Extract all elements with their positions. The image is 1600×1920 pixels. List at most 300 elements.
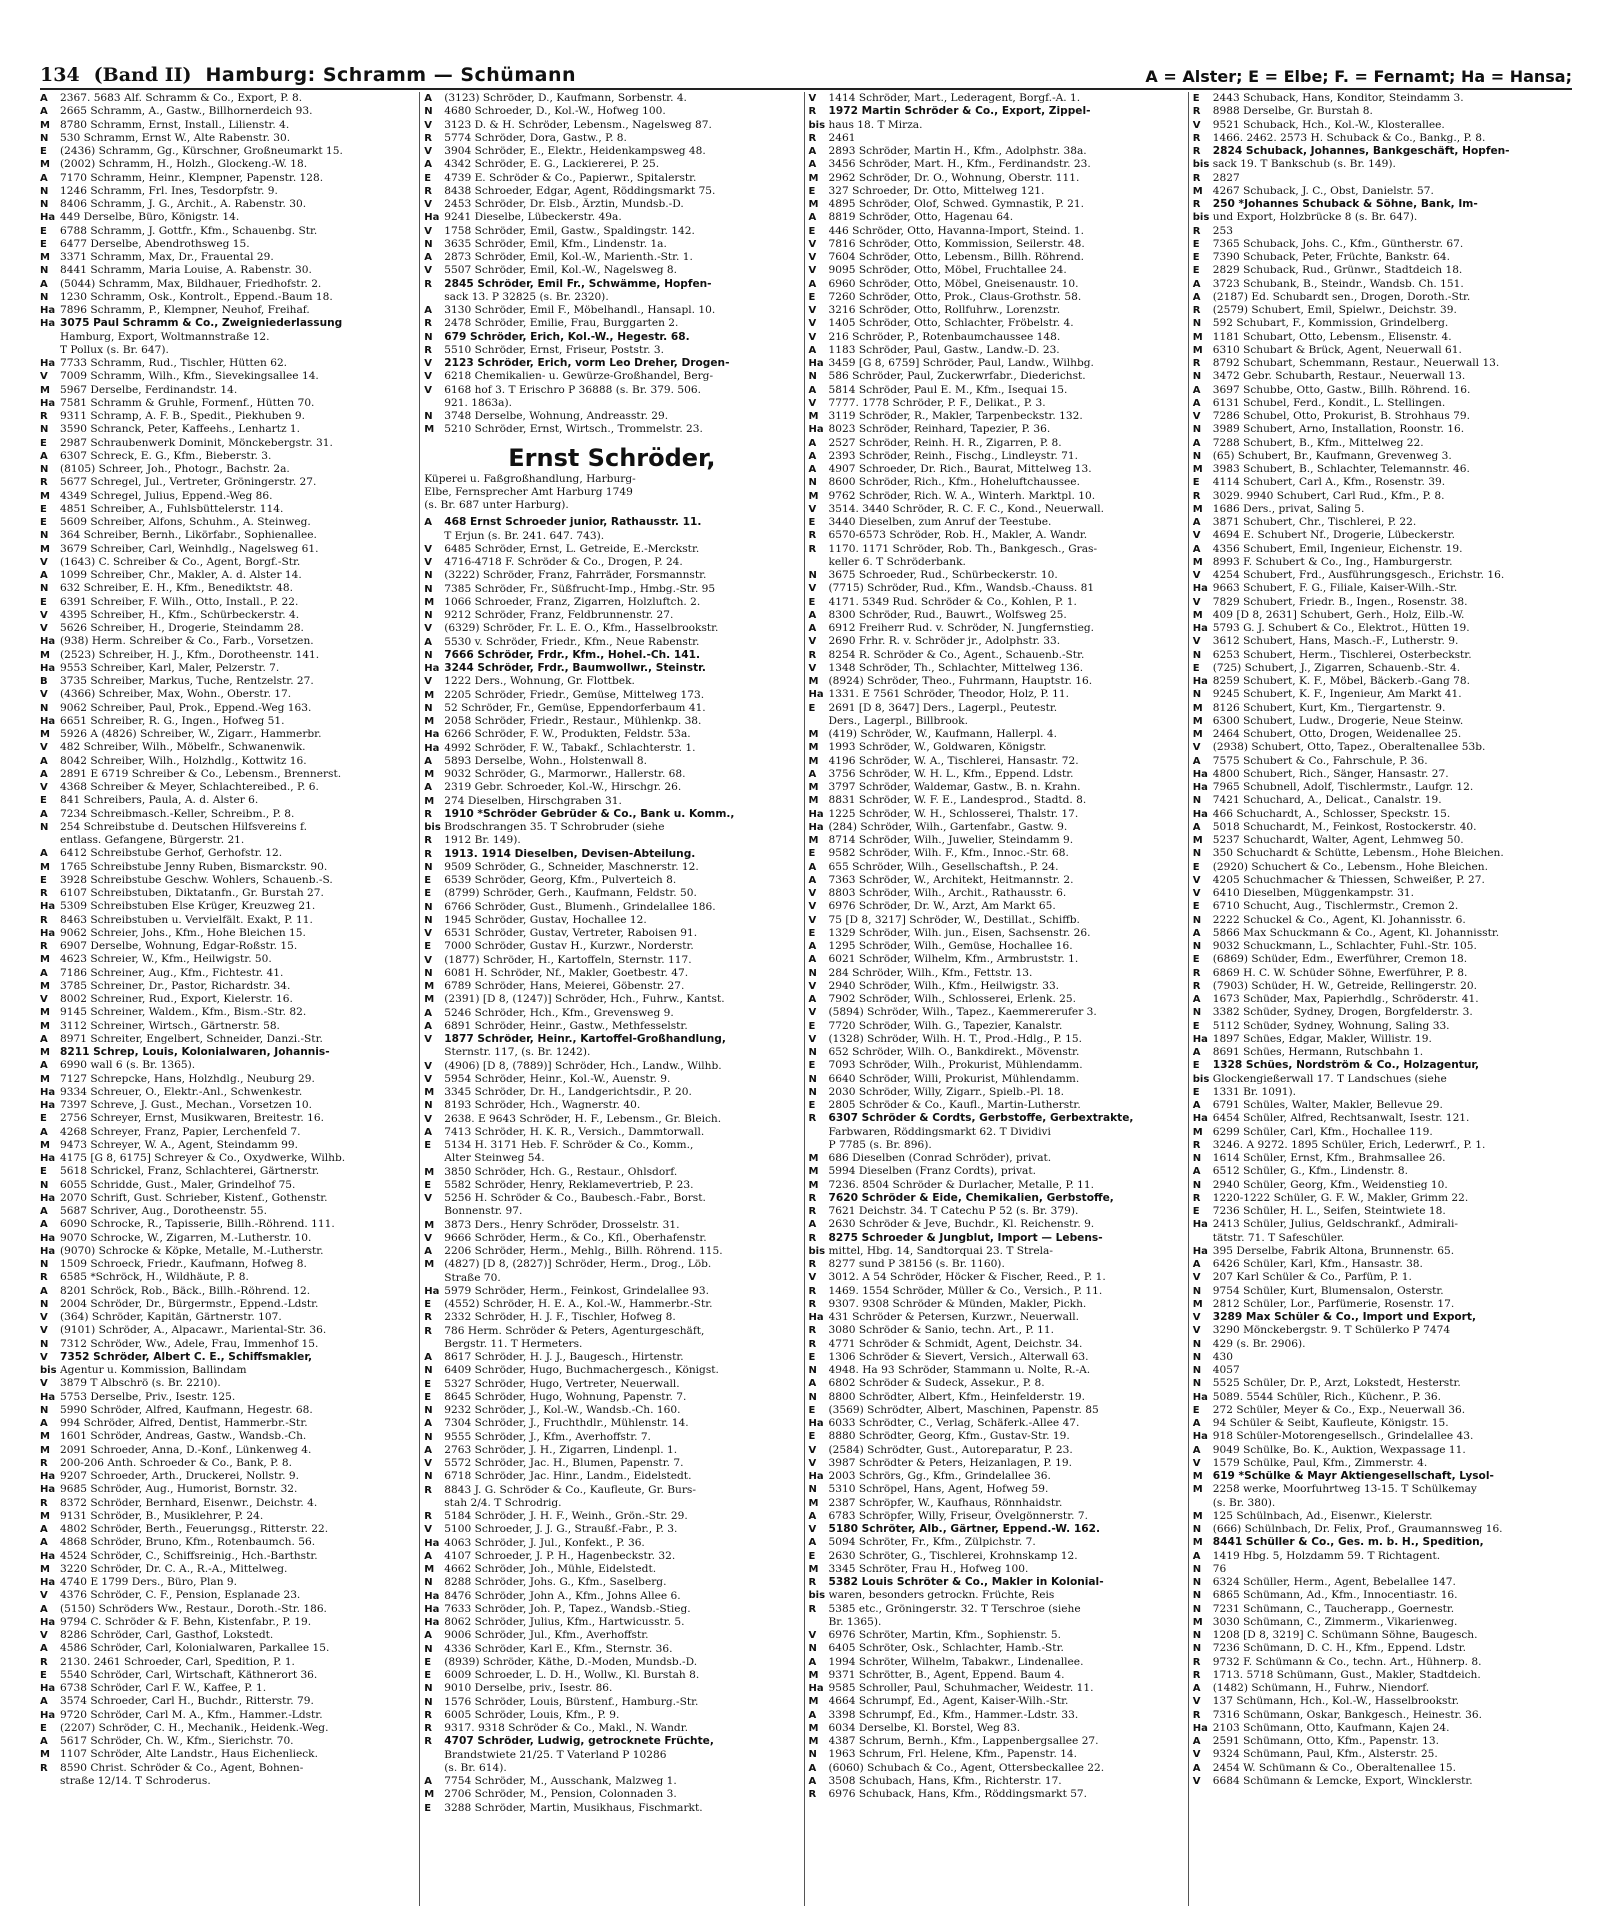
entry-text: 632 Schreiber, E. H., Kfm., Benediktstr. 48. bbox=[60, 582, 293, 595]
entry-text: 7365 Schuback, Johs. C., Kfm., Güntherstr. 67. bbox=[1212, 237, 1464, 250]
entry-text: (725) Schubert, J., Zigarren, Schauenb.-Str. 4. bbox=[1212, 661, 1461, 674]
entry-text: 6891 Schröder, Heinr., Gastw., Methfesselstr. bbox=[444, 1019, 688, 1032]
exchange-code: E bbox=[808, 1020, 816, 1032]
entry-text: 9006 Schröder, Jul., Kfm., Averhoffstr. bbox=[444, 1629, 649, 1642]
entry-text: 2845 Schröder, Emil Fr., Schwämme, Hopfen- bbox=[444, 277, 712, 290]
entry-text: 274 Dieselben, Hirschgraben 31. bbox=[444, 794, 622, 807]
exchange-code: E bbox=[808, 1550, 816, 1562]
entry-text: 8843 J. G. Schröder & Co., Kaufleute, Gr. Burs- bbox=[444, 1483, 696, 1496]
entry-text: 5089. 5544 Schüler, Rich., Küchenr., P. 36. bbox=[1212, 1390, 1442, 1403]
exchange-code: R bbox=[808, 1298, 817, 1310]
exchange-code: N bbox=[808, 1086, 817, 1098]
directory-entry bbox=[1193, 1232, 1568, 1245]
entry-text: Bonnenstr. 97. bbox=[444, 1205, 523, 1218]
directory-entry bbox=[40, 1470, 415, 1483]
directory-entry bbox=[40, 874, 415, 887]
entry-text: 5979 Schröder, Herm., Feinkost, Grindelallee 93. bbox=[444, 1284, 709, 1297]
exchange-code: Ha bbox=[808, 1683, 824, 1694]
entry-text: 3756 Schröder, W. H. L., Kfm., Eppend. Ldstr. bbox=[828, 767, 1074, 780]
exchange-code: V bbox=[808, 265, 817, 277]
exchange-code: Ha bbox=[808, 424, 824, 436]
exchange-code: bis bbox=[1192, 1073, 1210, 1085]
exchange-code: R bbox=[40, 1656, 48, 1668]
entry-text: 6310 Schubart & Brück, Agent, Neuerwall 61. bbox=[1212, 343, 1462, 356]
exchange-code: E bbox=[808, 1404, 816, 1416]
directory-entry bbox=[809, 847, 1184, 860]
entry-text: 7390 Schuback, Peter, Früchte, Bankstr. 64. bbox=[1212, 251, 1450, 263]
directory-entry bbox=[809, 278, 1184, 291]
directory-entry bbox=[809, 1748, 1184, 1761]
exchange-code: E bbox=[808, 1351, 816, 1363]
exchange-code: Ha bbox=[808, 1471, 824, 1482]
directory-entry bbox=[1193, 940, 1568, 953]
entry-text: 6512 Schüler, G., Kfm., Lindenstr. 8. bbox=[1212, 1165, 1408, 1178]
exchange-code: E bbox=[424, 1378, 432, 1390]
entry-text: 5246 Schröder, Hch., Kfm., Grevensweg 9. bbox=[444, 1006, 674, 1019]
entry-text: 2690 Frhr. R. v. Schröder jr., Adolphstr. 33. bbox=[828, 635, 1061, 648]
exchange-code: A bbox=[1192, 994, 1201, 1005]
exchange-code: M bbox=[808, 1563, 819, 1575]
entry-text: 5582 Schröder, Henry, Reklamevertrieb, P. 23. bbox=[444, 1178, 694, 1191]
directory-entry bbox=[40, 1179, 415, 1192]
directory-entry bbox=[1193, 423, 1568, 436]
entry-text: 9212 Schröder, Franz, Feldbrunnenstr. 27. bbox=[444, 609, 674, 621]
directory-entry bbox=[424, 1417, 799, 1430]
exchange-code: M bbox=[1192, 1616, 1203, 1628]
directory-entry bbox=[424, 556, 799, 569]
entry-text: 1329 Schröder, Wilh. jun., Eisen, Sachsenstr. 26. bbox=[828, 926, 1091, 939]
exchange-code: M bbox=[1192, 609, 1203, 621]
entry-text: 4716-4718 F. Schröder & Co., Drogen, P. 24. bbox=[444, 556, 683, 568]
exchange-code: R bbox=[424, 344, 432, 356]
directory-entry bbox=[1193, 1603, 1568, 1616]
entry-text: 4368 Schreiber & Meyer, Schlachtereibed., P. 6. bbox=[60, 781, 319, 793]
exchange-code: A bbox=[40, 848, 48, 860]
exchange-code: Ha bbox=[40, 1086, 56, 1098]
directory-entry bbox=[424, 901, 799, 914]
entry-text: 4694 E. Schubert Nf., Drogerie, Lübeckerstr. bbox=[1212, 529, 1456, 542]
entry-text: 4107 Schroeder, J. P. H., Hagenbeckstr. 32. bbox=[444, 1549, 676, 1562]
directory-entry bbox=[809, 1073, 1184, 1086]
exchange-code: N bbox=[1192, 1603, 1202, 1615]
exchange-code: E bbox=[1192, 477, 1200, 489]
entry-text: 3514. 3440 Schröder, R. C. F. C., Kond., Neuerwall. bbox=[828, 502, 1105, 515]
directory-entry bbox=[40, 556, 415, 569]
entry-text: 9663 Schubert, F. G., Filiale, Kaiser-Wilh.-Str. bbox=[1212, 582, 1458, 595]
directory-entry bbox=[809, 1550, 1184, 1563]
exchange-code: M bbox=[808, 755, 819, 767]
directory-entry bbox=[424, 1444, 799, 1457]
entry-text: 6976 Schröter, Martin, Kfm., Sophienstr. 5. bbox=[828, 1629, 1062, 1641]
directory-entry bbox=[424, 105, 799, 118]
exchange-code: A bbox=[1192, 278, 1201, 290]
directory-entry bbox=[40, 967, 415, 980]
entry-text: 3635 Schröder, Emil, Kfm., Lindenstr. 1a. bbox=[444, 237, 667, 250]
directory-entry bbox=[424, 1470, 799, 1483]
directory-entry bbox=[809, 1563, 1184, 1576]
directory-entry bbox=[424, 423, 799, 436]
entry-text: (2207) Schröder, C. H., Mechanik., Heidenk.-Weg. bbox=[60, 1721, 329, 1734]
exchange-code: A bbox=[424, 782, 432, 794]
directory-entry bbox=[1193, 847, 1568, 860]
entry-text: 6710 Schucht, Aug., Tischlermstr., Cremon 2. bbox=[1212, 900, 1459, 913]
directory-entry bbox=[1193, 1775, 1568, 1788]
entry-text: Straße 70. bbox=[444, 1271, 501, 1284]
page-title: Hamburg: Schramm — Schümann bbox=[205, 64, 577, 86]
exchange-code: M bbox=[1192, 185, 1203, 197]
entry-text: (1482) Schümann, H., Fuhrw., Niendorf. bbox=[1212, 1682, 1430, 1694]
entry-text: (8105) Schreer, Joh., Photogr., Bachstr. 2a. bbox=[60, 463, 290, 475]
directory-entry bbox=[424, 543, 799, 556]
directory-entry bbox=[809, 1762, 1184, 1775]
directory-entry bbox=[809, 874, 1184, 887]
directory-entry bbox=[424, 1192, 799, 1205]
directory-entry bbox=[40, 1073, 415, 1086]
entry-text: 5180 Schröter, Alb., Gärtner, Eppend.-W. 162. bbox=[828, 1523, 1100, 1535]
entry-text: 1576 Schröder, Louis, Bürstenf., Hamburg.-Str. bbox=[444, 1695, 699, 1708]
entry-text: 8201 Schröck, Rob., Bäck., Billh.-Röhrend. 12. bbox=[60, 1284, 311, 1297]
entry-text: 1466. 2462. 2573 H. Schuback & Co., Bankg., P. 8. bbox=[1212, 131, 1486, 144]
entry-text: 3440 Dieselben, zum Anruf der Teestube. bbox=[828, 516, 1052, 528]
directory-entry bbox=[809, 119, 1184, 132]
exchange-code: bis bbox=[1192, 159, 1210, 171]
entry-text: 2527 Schröder, Reinh. H. R., Zigarren, P. 8. bbox=[828, 436, 1062, 449]
entry-text: (1328) Schröder, Wilh. H. T., Prod.-Hdlg., P. 15. bbox=[828, 1032, 1083, 1045]
entry-text: 4707 Schröder, Ludwig, getrocknete Früchte, bbox=[444, 1735, 714, 1748]
entry-text: 6409 Schröder, Hugo, Buchmachergesch., Königst. bbox=[444, 1364, 719, 1377]
entry-text: 6570-6573 Schröder, Rob. H., Makler, A. Wandr. bbox=[828, 529, 1088, 542]
exchange-code: E bbox=[40, 1166, 47, 1178]
entry-text: 1897 Schües, Edgar, Makler, Willistr. 19. bbox=[1212, 1032, 1432, 1045]
directory-entry bbox=[424, 1364, 799, 1377]
entry-text: (s. Br. 614). bbox=[444, 1761, 507, 1774]
directory-entry bbox=[809, 145, 1184, 158]
entry-text: 2004 Schröder, Dr., Bürgermstr., Eppend.-Ldstr. bbox=[60, 1297, 319, 1310]
exchange-code: Ha bbox=[40, 1391, 56, 1403]
directory-entry bbox=[809, 1788, 1184, 1801]
directory-entry bbox=[809, 1430, 1184, 1443]
directory-entry bbox=[809, 635, 1184, 648]
entry-text: P 7785 (s. Br. 896). bbox=[828, 1138, 932, 1151]
directory-entry bbox=[40, 410, 415, 423]
exchange-code: M bbox=[808, 742, 819, 754]
exchange-code: M bbox=[424, 424, 435, 436]
exchange-code: Ha bbox=[40, 1709, 56, 1721]
exchange-code: V bbox=[808, 318, 817, 330]
entry-text: 2319 Gebr. Schroeder, Kol.-W., Hirschgr. 26. bbox=[444, 781, 682, 794]
entry-text: 4057 bbox=[1212, 1364, 1240, 1376]
directory-entry bbox=[1193, 1351, 1568, 1364]
entry-text: 5753 Derselbe, Priv., Isestr. 125. bbox=[60, 1390, 236, 1403]
exchange-code: V bbox=[424, 384, 432, 396]
directory-entry bbox=[809, 927, 1184, 940]
exchange-code: A bbox=[40, 967, 48, 979]
directory-entry bbox=[40, 1152, 415, 1165]
exchange-code: V bbox=[40, 371, 48, 383]
directory-entry bbox=[424, 1749, 799, 1762]
exchange-code: R bbox=[1192, 1192, 1201, 1204]
exchange-code: R bbox=[424, 185, 432, 197]
exchange-code: M bbox=[808, 676, 819, 687]
directory-entry bbox=[40, 1510, 415, 1523]
exchange-code: A bbox=[1192, 1100, 1201, 1111]
entry-text: 5327 Schröder, Hugo, Vertreter, Neuerwall. bbox=[444, 1377, 680, 1390]
directory-entry bbox=[424, 1616, 799, 1629]
entry-text: waren, besonders getrockn. Früchte, Reis bbox=[828, 1589, 1055, 1602]
directory-entry bbox=[809, 1152, 1184, 1165]
directory-entry bbox=[1193, 1391, 1568, 1404]
entry-text: 3371 Schramm, Max, Dr., Frauental 29. bbox=[60, 251, 274, 263]
directory-entry bbox=[40, 423, 415, 436]
directory-entry bbox=[424, 662, 799, 675]
directory-entry bbox=[1193, 582, 1568, 595]
directory-entry bbox=[809, 1165, 1184, 1178]
exchange-code: E bbox=[40, 1113, 47, 1125]
exchange-code: M bbox=[808, 199, 819, 210]
exchange-code: Ha bbox=[808, 358, 824, 369]
exchange-code: A bbox=[40, 768, 48, 780]
entry-text: 8819 Schröder, Otto, Hagenau 64. bbox=[828, 211, 1014, 224]
entry-text: (6329) Schröder, Fr. L. E. O., Kfm., Hasselbrookstr. bbox=[444, 622, 719, 635]
directory-entry bbox=[1193, 384, 1568, 397]
exchange-code: M bbox=[1192, 729, 1203, 740]
exchange-code: A bbox=[424, 1007, 432, 1019]
entry-text: 7621 Deichstr. 34. T Catechu P 52 (s. Br. 379). bbox=[828, 1205, 1079, 1217]
directory-entry bbox=[809, 794, 1184, 807]
entry-text: (65) Schubert, Br., Kaufmann, Grevenweg 3. bbox=[1212, 449, 1452, 462]
exchange-code: Ha bbox=[808, 808, 824, 820]
exchange-code: M bbox=[40, 119, 50, 131]
directory-entry bbox=[1193, 1046, 1568, 1059]
directory-entry bbox=[424, 1179, 799, 1192]
exchange-code: A bbox=[40, 1418, 48, 1429]
directory-entry bbox=[40, 582, 415, 595]
exchange-code: N bbox=[808, 1365, 817, 1376]
directory-entry bbox=[1193, 1179, 1568, 1192]
directory-entry bbox=[40, 1192, 415, 1205]
exchange-code: E bbox=[808, 1060, 816, 1072]
exchange-code: R bbox=[808, 1259, 817, 1270]
exchange-code: V bbox=[808, 980, 817, 992]
directory-entry bbox=[1193, 1497, 1568, 1510]
entry-text: 8691 Schües, Hermann, Rutschbahn 1. bbox=[1212, 1046, 1424, 1058]
entry-text: 1758 Schröder, Emil, Gastw., Spaldingstr. 142. bbox=[444, 224, 695, 237]
exchange-code: R bbox=[424, 1723, 432, 1734]
entry-text: (666) Schülnbach, Dr. Felix, Prof., Graumannsweg 16. bbox=[1212, 1523, 1503, 1535]
exchange-code: N bbox=[808, 570, 817, 581]
exchange-code: N bbox=[40, 185, 49, 197]
directory-entry bbox=[424, 1139, 799, 1152]
entry-text: 2413 Schüler, Julius, Geldschrankf., Admirali- bbox=[1212, 1218, 1459, 1231]
entry-text: 6869 H. C. W. Schüder Söhne, Ewerführer, P. 8. bbox=[1212, 966, 1468, 979]
entry-text: 3697 Schubbe, Otto, Gastw., Billh. Röhrend. 16. bbox=[1212, 383, 1471, 396]
entry-text: 6405 Schröter, Osk., Schlachter, Hamb.-Str. bbox=[828, 1642, 1064, 1655]
entry-text: 2873 Schröder, Emil, Kol.-W., Marienth.-Str. 1. bbox=[444, 251, 693, 263]
entry-text: 7236 Schümann, D. C. H., Kfm., Eppend. Ldstr. bbox=[1212, 1642, 1466, 1655]
directory-entry bbox=[424, 834, 799, 847]
directory-entry bbox=[424, 410, 799, 423]
directory-entry bbox=[424, 158, 799, 171]
exchange-code: V bbox=[808, 901, 817, 913]
exchange-code: V bbox=[808, 93, 817, 104]
entry-text: 2756 Schreyer, Ernst, Musikwaren, Breitestr. 16. bbox=[60, 1112, 325, 1125]
entry-text: 8590 Christ. Schröder & Co., Agent, Bohnen- bbox=[60, 1761, 304, 1774]
directory-entry bbox=[1193, 1126, 1568, 1139]
directory-entry bbox=[424, 1391, 799, 1404]
entry-text: 1686 Ders., privat, Saling 5. bbox=[1212, 502, 1365, 515]
directory-entry bbox=[40, 1059, 415, 1072]
entry-text: (6869) Schüder, Edm., Ewerführer, Cremon 18. bbox=[1212, 953, 1468, 966]
exchange-code: E bbox=[40, 795, 47, 807]
directory-entry bbox=[809, 1311, 1184, 1324]
entry-text: 1405 Schröder, Otto, Schlachter, Fröbelstr. 4. bbox=[828, 317, 1074, 330]
entry-text: 3989 Schubert, Arno, Installation, Roonstr. 16. bbox=[1212, 423, 1465, 436]
entry-text: 2630 Schröter, G., Tischlerei, Krohnskamp 12. bbox=[828, 1549, 1078, 1562]
entry-text: 1225 Schröder, W. H., Schlosserei, Thalstr. 17. bbox=[828, 807, 1079, 820]
entry-text: 4175 [G 8, 6175] Schreyer & Co., Oxydwerke, Wilhb. bbox=[60, 1152, 346, 1164]
directory-entry bbox=[809, 1218, 1184, 1231]
directory-entry bbox=[424, 649, 799, 662]
exchange-code: R bbox=[1192, 172, 1201, 184]
exchange-code: V bbox=[424, 146, 432, 157]
directory-entry bbox=[809, 437, 1184, 450]
entry-text: 2205 Schröder, Friedr., Gemüse, Mittelweg 173. bbox=[444, 688, 705, 701]
exchange-code: M bbox=[424, 689, 435, 701]
directory-entry bbox=[809, 1324, 1184, 1337]
directory-entry bbox=[424, 132, 799, 145]
exchange-code: E bbox=[40, 874, 47, 886]
entry-text: 8645 Schröder, Hugo, Wohnung, Papenstr. 7. bbox=[444, 1390, 687, 1403]
directory-entry bbox=[1193, 781, 1568, 794]
exchange-code: Ha bbox=[40, 212, 56, 224]
entry-text: 8406 Schramm, J. G., Archit., A. Rabenstr. 30. bbox=[60, 198, 307, 210]
directory-entry bbox=[809, 1046, 1184, 1059]
directory-entry bbox=[40, 1497, 415, 1510]
directory-entry bbox=[40, 344, 415, 357]
directory-entry bbox=[40, 476, 415, 489]
directory-entry bbox=[424, 1073, 799, 1086]
page-number: 134 bbox=[40, 64, 80, 86]
entry-text: (7715) Schröder, Rud., Kfm., Wandsb.-Chauss. 81 bbox=[828, 582, 1095, 595]
directory-entry bbox=[40, 609, 415, 622]
exchange-code: M bbox=[40, 1431, 50, 1443]
exchange-code: E bbox=[40, 146, 47, 157]
directory-entry bbox=[40, 185, 415, 198]
exchange-code: Ha bbox=[1192, 676, 1208, 687]
directory-entry bbox=[809, 1642, 1184, 1655]
exchange-code: R bbox=[1192, 225, 1201, 237]
exchange-code: M bbox=[40, 1020, 50, 1032]
entry-text: 9207 Schroeder, Arth., Druckerei, Nollstr. 9. bbox=[60, 1470, 299, 1482]
entry-text: 2891 E 6719 Schreiber & Co., Lebensm., Brennerst. bbox=[60, 767, 342, 780]
exchange-code: N bbox=[1192, 795, 1202, 807]
exchange-code: E bbox=[40, 437, 47, 449]
entry-text: 2827 bbox=[1212, 171, 1240, 184]
exchange-code: Ha bbox=[1192, 1391, 1208, 1403]
directory-entry bbox=[40, 1417, 415, 1430]
entry-text: 409 [D 8, 2631] Schubert, Gerh., Holz, Eilb.-W. bbox=[1212, 608, 1465, 621]
directory-entry bbox=[40, 1457, 415, 1470]
directory-entry bbox=[1193, 1006, 1568, 1019]
exchange-code: R bbox=[40, 888, 48, 899]
entry-text: 8277 sund P 38156 (s. Br. 1160). bbox=[828, 1258, 1005, 1270]
exchange-code: R bbox=[1192, 199, 1201, 210]
directory-entry bbox=[424, 185, 799, 198]
exchange-code: N bbox=[808, 1643, 817, 1655]
entry-text: 9062 Schreiber, Paul, Prok., Eppend.-Weg 163. bbox=[60, 701, 312, 714]
exchange-code: V bbox=[424, 1113, 432, 1125]
exchange-code: Ha bbox=[1192, 1722, 1208, 1734]
directory-entry bbox=[424, 636, 799, 649]
entry-text: 250 *Johannes Schuback & Söhne, Bank, Im- bbox=[1212, 198, 1478, 210]
directory-entry bbox=[809, 649, 1184, 662]
directory-entry bbox=[1193, 1245, 1568, 1258]
directory-entry bbox=[40, 304, 415, 317]
entry-text: 5677 Schregel, Jul., Vertreter, Gröningerstr. 27. bbox=[60, 476, 317, 489]
directory-entry bbox=[809, 1735, 1184, 1748]
directory-entry bbox=[424, 1285, 799, 1298]
exchange-code: R bbox=[808, 1325, 817, 1337]
exchange-code: A bbox=[424, 1352, 432, 1363]
exchange-code: M bbox=[40, 252, 50, 263]
directory-entry bbox=[1193, 702, 1568, 715]
exchange-code: V bbox=[424, 1232, 432, 1244]
entry-text: 1614 Schüler, Ernst, Kfm., Brahmsallee 26. bbox=[1212, 1152, 1446, 1164]
exchange-code: Ha bbox=[1192, 768, 1208, 780]
entry-text: 8803 Schröder, Wilh., Archit., Rathausstr. 6. bbox=[828, 887, 1067, 899]
directory-entry bbox=[40, 1722, 415, 1735]
entry-text: 3675 Schroeder, Rud., Schürbeckerstr. 10. bbox=[828, 569, 1058, 581]
entry-text: 6684 Schümann & Lemcke, Export, Wincklerstr. bbox=[1212, 1774, 1473, 1787]
entry-text: 5954 Schröder, Heinr., Kol.-W., Auenstr. 9. bbox=[444, 1072, 671, 1085]
exchange-code: A bbox=[1192, 821, 1201, 833]
entry-text: (3222) Schröder, Franz, Fahrräder, Forsmannstr. bbox=[444, 569, 707, 582]
entry-text: 7316 Schümann, Oskar, Bankgesch., Heinestr. 36. bbox=[1212, 1708, 1482, 1721]
exchange-code: Ha bbox=[40, 397, 56, 409]
entry-text: 468 Ernst Schroeder junior, Rathausstr. 11. bbox=[444, 516, 702, 529]
exchange-code: V bbox=[1192, 119, 1201, 131]
directory-entry bbox=[40, 1338, 415, 1351]
entry-text: 6253 Schubert, Herm., Tischlerei, Osterbeckstr. bbox=[1212, 648, 1472, 661]
exchange-code: M bbox=[808, 1179, 819, 1191]
exchange-code: M bbox=[424, 981, 435, 992]
directory-entry bbox=[40, 1112, 415, 1125]
exchange-code: A bbox=[424, 305, 432, 316]
exchange-code: M bbox=[424, 1166, 435, 1178]
entry-text: 350 Schuchardt & Schütte, Lebensm., Hohe Bleichen. bbox=[1212, 847, 1504, 860]
exchange-code: N bbox=[808, 1749, 817, 1761]
entry-text: 7000 Schröder, Gustav H., Kurzwr., Norderstr. bbox=[444, 940, 694, 953]
directory-entry bbox=[40, 1709, 415, 1722]
entry-text: 3904 Schröder, E., Elektr., Heidenkampsweg 48. bbox=[444, 145, 706, 157]
directory-entry bbox=[424, 238, 799, 251]
exchange-code: E bbox=[1192, 1060, 1200, 1072]
exchange-code: V bbox=[40, 742, 48, 754]
entry-text: 6960 Schröder, Otto, Möbel, Gneisenaustr. 10. bbox=[828, 277, 1079, 290]
directory-entry bbox=[1193, 145, 1568, 158]
entry-text: 7754 Schröder, M., Ausschank, Malzweg 1. bbox=[444, 1775, 677, 1787]
exchange-code: N bbox=[40, 530, 49, 542]
exchange-code: N bbox=[808, 477, 817, 489]
directory-entry bbox=[424, 1788, 799, 1801]
directory-entry bbox=[424, 1722, 799, 1735]
entry-text: 1208 [D 8, 3219] C. Schümann Söhne, Baugesch. bbox=[1212, 1629, 1478, 1641]
directory-entry bbox=[809, 1205, 1184, 1218]
entry-text: 3928 Schreibstube Geschw. Wohlers, Schauenb.-S. bbox=[60, 873, 333, 886]
directory-entry bbox=[809, 172, 1184, 185]
exchange-code: E bbox=[808, 702, 816, 714]
entry-text: (8799) Schröder, Gerh., Kaufmann, Feldstr. 50. bbox=[444, 887, 697, 900]
